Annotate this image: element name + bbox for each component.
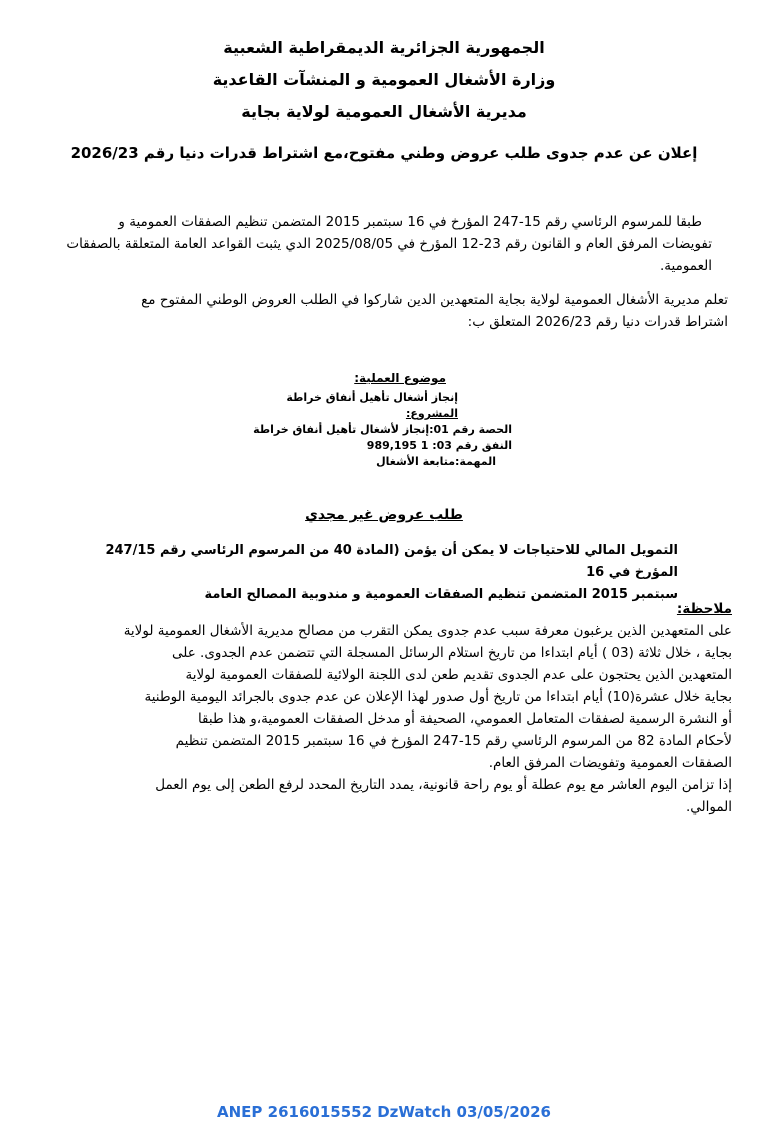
subject-label: موضوع العملية: (354, 371, 446, 385)
announcement-title: إعلان عن عدم جدوى طلب عروض وطني مفتوح،مع اشتراط قدرات دنيا رقم 2026/23 (70, 144, 698, 162)
intro-line-2: تفويضات المرفق العام و القانون رقم 23-12 المؤرخ في 2025/08/05 الدي يثبت القواعد العامة المتعلقة بالصفقات (66, 236, 712, 252)
footer-reference: ANEP 2616015552 DzWatch 03/05/2026 (217, 1103, 551, 1121)
operation-block (252, 370, 512, 470)
status-title: طلب عروض غير مجدي (305, 507, 463, 523)
intro-paragraph (20, 211, 712, 277)
note-line: بجاية ، خلال ثلاثة (03 ) أيام ابتداءا من تاريخ استلام الرسائل المسجلة التي تتضمن عدم الجدوى. على (171, 645, 732, 661)
ministry-heading: وزارة الأشغال العمومية و المنشآت القاعدية (212, 70, 556, 89)
republic-heading: الجمهورية الجزائرية الديمقراطية الشعبية (223, 38, 545, 57)
note-section (40, 598, 732, 818)
task-line: المهمة:متابعة الأشغال (376, 455, 496, 468)
subject-value: إنجاز أشغال تأهيل أنفاق خراطة (286, 391, 458, 404)
reason-line-1: التمويل المالي للاحتياجات لا يمكن أن يؤمن (المادة 40 من المرسوم الرئاسي رقم 247/15 المؤرخ في 16 (105, 543, 678, 580)
notice-line-1: تعلم مديرية الأشغال العمومية لولاية بجاية المتعهدين الدين شاركوا في الطلب العروض الوطني المفتوح مع (141, 292, 728, 308)
notice-paragraph (30, 289, 728, 333)
note-line: الصفقات العمومية وتفويضات المرفق العام. (488, 755, 732, 771)
lot-line: الحصة رقم 01:إنجاز لأشغال تأهيل أنفاق خراطة (253, 423, 512, 436)
note-label: ملاحظة: (676, 601, 732, 617)
note-line: بجاية خلال عشرة(10) أيام ابتداءا من تاريخ أول صدور لهذا الإعلان عن عدم جدوى بالجرائد اليومية الوطنية (144, 689, 732, 705)
note-extra-line: إذا تزامن اليوم العاشر مع يوم عطلة أو يوم راحة قانونية، يمدد التاريخ المحدد لرفع الطعن إلى يوم العمل (155, 777, 732, 793)
note-line: لأحكام المادة 82 من المرسوم الرئاسي رقم 15-247 المؤرخ في 16 سبتمبر 2015 المتضمن تنظيم (175, 733, 732, 749)
note-line: المتعهدين الذين يحتجون على عدم الجدوى تقديم طعن لدى اللجنة الولائية للصفقات العمومية لولاية (185, 667, 732, 683)
note-line: على المتعهدين الذين يرغبون معرفة سبب عدم جدوى يمكن التقرب من مصالح مديرية الأشغال العمومية لولاية (123, 623, 732, 639)
notice-line-2: اشتراط قدرات دنيا رقم 2026/23 المتعلق ب: (467, 314, 728, 330)
reason-line-2: سبتمبر 2015 المتضمن تنظيم الصفقات العمومية و مندوبية المصالح العامة (204, 587, 678, 602)
project-label: المشروع: (405, 407, 458, 420)
note-extra-line: الموالي. (685, 799, 732, 815)
note-line: أو النشرة الرسمية لصفقات المتعامل العمومي، الصحيفة أو مدخل الصفقات العمومية،و هذا طبقا (197, 711, 732, 727)
intro-line-1: طبقا للمرسوم الرئاسي رقم 15-247 المؤرخ في 16 سبتمبر 2015 المتضمن تنظيم الصفقات العمومية و (118, 214, 702, 230)
tunnel-line: النفق رقم 03: 1 989,195 (366, 439, 512, 452)
intro-line-3: العمومية. (660, 258, 712, 274)
directorate-heading: مديرية الأشغال العمومية لولاية بجاية (241, 102, 527, 121)
reason-paragraph (70, 540, 678, 606)
